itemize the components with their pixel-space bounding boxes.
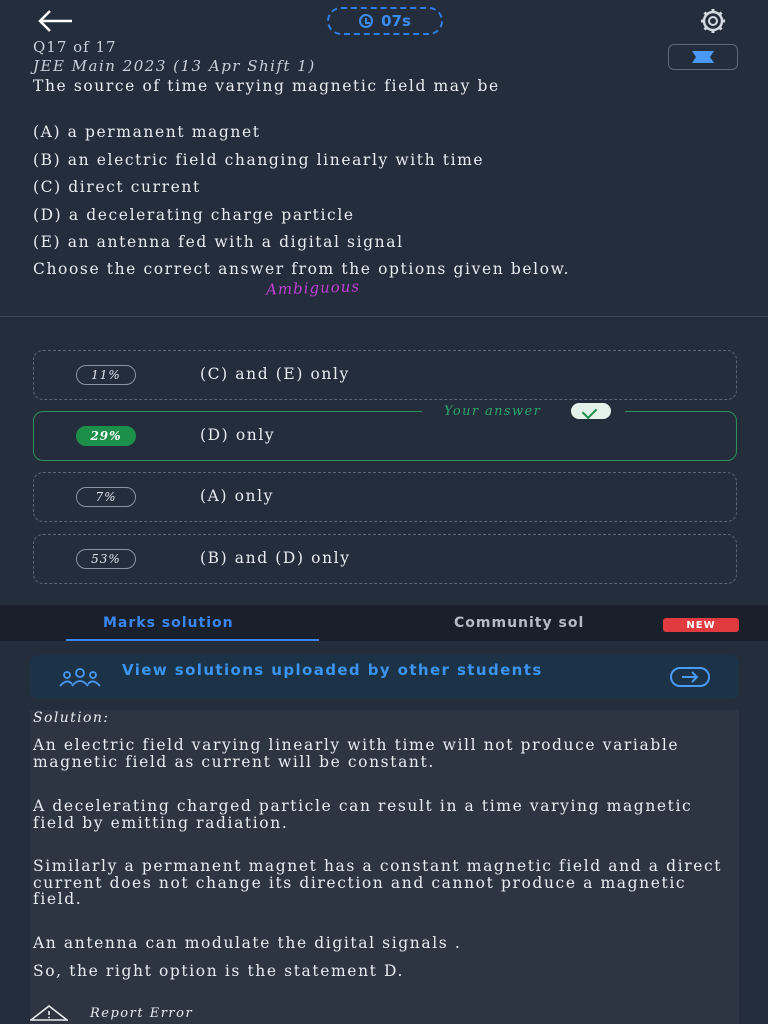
option-percent: 53% — [76, 549, 136, 569]
statement-c: (C) direct current — [33, 178, 201, 196]
tab-marks-solution[interactable]: Marks solution — [103, 615, 234, 631]
community-banner-text: View solutions uploaded by other students — [122, 661, 543, 679]
report-error-button[interactable] — [30, 1005, 193, 1021]
exam-label: JEE Main 2023 (13 Apr Shift 1) — [33, 57, 316, 75]
solution-paragraph: A decelerating charged particle can result in a time varying magnetic field by emitting radiation. — [33, 797, 693, 832]
option-text: (C) and (E) only — [200, 365, 350, 383]
statement-a: (A) a permanent magnet — [33, 123, 261, 141]
option-text: (B) and (D) only — [200, 549, 351, 567]
statement-e: (E) an antenna fed with a digital signal — [33, 233, 404, 251]
solution-paragraph: Similarly a permanent magnet has a constant magnetic field and a direct current does not change its direction and cannot produce a magnetic field. — [33, 857, 723, 908]
question-text: The source of time varying magnetic field may be — [33, 77, 500, 95]
solution-panel — [30, 710, 739, 1024]
bookmark-button[interactable] — [668, 44, 738, 70]
settings-button[interactable] — [688, 6, 738, 36]
report-error-label: Report Error — [90, 1005, 194, 1021]
option-1[interactable] — [33, 350, 737, 400]
tab-community-solution[interactable]: Community sol — [454, 615, 585, 631]
option-percent: 7% — [76, 487, 136, 507]
question-instruction: Choose the correct answer from the options given below. — [33, 260, 571, 278]
option-2[interactable] — [33, 411, 737, 461]
option-percent: 29% — [76, 426, 136, 446]
gear-icon — [688, 6, 738, 36]
divider — [0, 316, 768, 317]
handwritten-annotation: Ambiguous — [265, 277, 361, 299]
solution-paragraph: An antenna can modulate the digital signals . — [33, 934, 462, 952]
timer — [327, 7, 443, 35]
your-answer-label: Your answer — [444, 403, 542, 419]
arrow-right-icon — [670, 666, 710, 688]
back-button[interactable] — [36, 6, 76, 36]
solution-tabs — [0, 605, 768, 641]
your-answer-tag — [422, 402, 625, 420]
solution-paragraph: So, the right option is the statement D. — [33, 962, 405, 980]
active-tab-underline — [66, 639, 319, 641]
community-solutions-banner[interactable] — [30, 655, 739, 699]
option-text: (D) only — [200, 426, 276, 444]
clock-icon — [359, 14, 373, 28]
timer-value: 07s — [381, 12, 411, 30]
option-4[interactable] — [33, 534, 737, 584]
option-3[interactable] — [33, 472, 737, 522]
statement-d: (D) a decelerating charge particle — [33, 206, 355, 224]
question-counter: Q17 of 17 — [33, 38, 117, 56]
new-badge: NEW — [663, 618, 739, 632]
option-text: (A) only — [200, 487, 275, 505]
users-icon — [58, 667, 102, 687]
check-icon — [571, 403, 611, 419]
option-percent: 11% — [76, 365, 136, 385]
statement-b: (B) an electric field changing linearly with time — [33, 151, 485, 169]
solution-title: Solution: — [33, 710, 110, 726]
solution-paragraph: An electric field varying linearly with time will not produce variable magnetic field as current will be constant. — [33, 736, 680, 771]
top-bar — [0, 0, 768, 42]
warning-icon — [30, 1005, 68, 1021]
back-arrow-icon — [36, 6, 76, 36]
bookmark-icon — [692, 51, 714, 63]
